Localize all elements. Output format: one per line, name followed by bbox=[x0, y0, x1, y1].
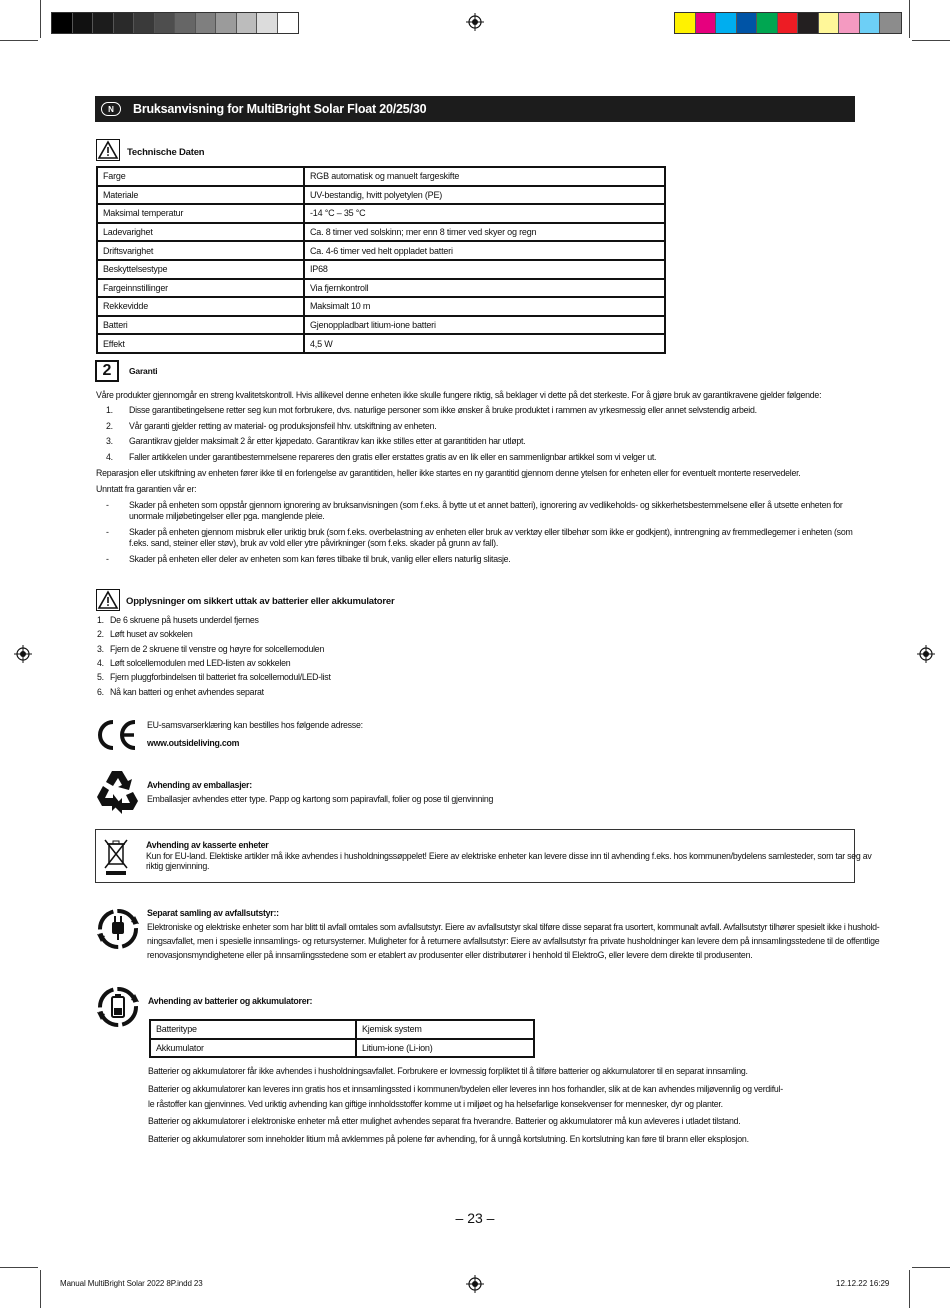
table-row bbox=[97, 316, 665, 335]
spec-value: IP68 bbox=[304, 260, 665, 279]
spec-label: Rekkevidde bbox=[97, 297, 304, 316]
crop-mark bbox=[40, 0, 41, 38]
batteries-paragraph-2a: Batterier og akkumulatorer kan leveres inn gratis hos et innsamlingssted i kommunen/bydelen eller leveres inn hos forhandler, slik at de kan avhendes miljøvennlig og verdiful- bbox=[148, 1084, 783, 1094]
list-item: Skader på enheten eller deler av enheten som kan føres tilbake til bruk, vanlig eller ellers naturlig slitasje. bbox=[129, 554, 511, 564]
color-swatch bbox=[93, 13, 114, 33]
color-swatch bbox=[819, 13, 840, 33]
color-swatch bbox=[737, 13, 758, 33]
list-item-continuation: unormale miljøbetingelser eller pga. manglende pleie. bbox=[129, 511, 325, 521]
list-item-continuation: f.eks. sand, steiner eller støv), bruk av vold eller ytre påvirkninger (som f.eks. skader på grunn av fall). bbox=[129, 538, 499, 548]
list-item: Faller artikkelen under garantibestemmelsene repareres den gratis eller erstattes gratis av en lik eller en sammenlignbar artikkel som vi velger ut. bbox=[129, 452, 657, 463]
color-swatch bbox=[257, 13, 278, 33]
spec-value: 4,5 W bbox=[304, 334, 665, 353]
color-swatch bbox=[134, 13, 155, 33]
list-number: 4. bbox=[106, 452, 113, 463]
plug-recycling-icon bbox=[95, 906, 141, 952]
spec-value: Ca. 4-6 timer ved helt oppladet batteri bbox=[304, 241, 665, 260]
color-swatch bbox=[798, 13, 819, 33]
manual-header-bar bbox=[95, 96, 855, 122]
battery-type-table bbox=[149, 1019, 535, 1058]
spec-value: Ca. 8 timer ved solskinn; mer enn 8 timer ved skyer og regn bbox=[304, 223, 665, 242]
table-row bbox=[97, 186, 665, 205]
warning-icon bbox=[96, 589, 120, 611]
spec-value: RGB automatisk og manuelt fargeskifte bbox=[304, 167, 665, 186]
table-row bbox=[97, 167, 665, 186]
color-swatch bbox=[175, 13, 196, 33]
step-text: Fjern pluggforbindelsen til batteriet fra solcellemodul/LED-list bbox=[110, 672, 331, 683]
crop-mark bbox=[909, 0, 910, 38]
process-color-bar bbox=[674, 12, 902, 34]
color-swatch bbox=[757, 13, 778, 33]
batteries-title: Avhending av batterier og akkumulatorer: bbox=[148, 996, 313, 1006]
crossed-bin-icon bbox=[103, 838, 129, 876]
list-number: 2. bbox=[106, 420, 113, 431]
separate-collection-line2: ningsavfallet, men i spesielle innsamlings- og retursystemer. Muligheter for å returnere avfallsutstyr: Eiere av avfallsutstyr fra private husholdninger kan levere dem på innsamlingsstedene til de offentlige bbox=[147, 936, 880, 946]
spec-label: Ladevarighet bbox=[97, 223, 304, 242]
step-number: 5. bbox=[97, 672, 104, 683]
battery-removal-title: Opplysninger om sikkert uttak av batterier eller akkumulatorer bbox=[126, 596, 395, 607]
table-row bbox=[97, 334, 665, 353]
technical-data-table bbox=[96, 166, 666, 354]
warranty-repair-text: Reparasjon eller utskiftning av enheten fører ikke til en forlengelse av garantitiden, heller ikke startes en ny garantitid gjennom denne ytelsen for enheten eller for eventuelt monterte reservedeler. bbox=[96, 468, 801, 478]
packaging-title: Avhending av emballasjer: bbox=[147, 780, 252, 790]
color-swatch bbox=[860, 13, 881, 33]
footer-file-name: Manual MultiBright Solar 2022 8P.indd 23 bbox=[60, 1279, 203, 1288]
step-number: 4. bbox=[97, 657, 104, 668]
list-item: Skader på enheten gjennom misbruk eller uriktig bruk (som f.eks. overbelastning av enheten eller bruk av verktøy eller tilbehør som ikke er godkjent), inntrengning av fremmedlegemer i enheten (som bbox=[129, 527, 853, 537]
list-number: 3. bbox=[106, 436, 113, 447]
spec-label: Maksimal temperatur bbox=[97, 204, 304, 223]
spec-value: Via fjernkontroll bbox=[304, 279, 665, 298]
manual-title: Bruksanvisning for MultiBright Solar Float 20/25/30 bbox=[133, 102, 427, 116]
recycling-icon bbox=[95, 768, 141, 814]
grayscale-color-bar bbox=[51, 12, 299, 34]
color-swatch bbox=[155, 13, 176, 33]
step-text: Løft solcellemodulen med LED-listen av sokkelen bbox=[110, 657, 291, 668]
list-item: Garantikrav gjelder maksimalt 2 år etter kjøpedato. Garantikrav kan ikke stilles etter at garantitiden har utløpt. bbox=[129, 436, 526, 447]
color-swatch bbox=[778, 13, 799, 33]
separate-collection-line3: renovasjonsmyndighetene eller på innsamlingsstedene som er etablert av produsenter eller distributører i henhold til ElektroG, eller levere dem direkte til produsenten. bbox=[147, 950, 753, 960]
spec-label: Fargeinnstillinger bbox=[97, 279, 304, 298]
list-number: 1. bbox=[106, 405, 113, 415]
spec-label: Effekt bbox=[97, 334, 304, 353]
list-dash: - bbox=[106, 500, 109, 510]
spec-value: Maksimalt 10 m bbox=[304, 297, 665, 316]
warranty-exceptions-title: Unntatt fra garantien vår er: bbox=[96, 484, 197, 494]
website-url: www.outsideliving.com bbox=[147, 738, 240, 748]
step-text: Nå kan batteri og enhet avhendes separat bbox=[110, 686, 264, 697]
spec-label: Farge bbox=[97, 167, 304, 186]
warranty-intro: Våre produkter gjennomgår en streng kvalitetskontroll. Hvis allikevel denne enheten ikke skulle fungere riktig, så beklager vi dette på det sterkeste. For å gjøre bruk av garantikravene gjelder følgende: bbox=[96, 390, 822, 400]
color-swatch bbox=[237, 13, 258, 33]
spec-label: Beskyttelsestype bbox=[97, 260, 304, 279]
step-number: 6. bbox=[97, 686, 104, 697]
crop-mark bbox=[912, 1267, 950, 1268]
packaging-text: Emballasjer avhendes etter type. Papp og kartong som papiravfall, folier og pose til gjenvinning bbox=[147, 794, 494, 804]
list-dash: - bbox=[106, 527, 109, 537]
crop-mark bbox=[40, 1270, 41, 1308]
battery-recycling-icon bbox=[95, 984, 141, 1030]
table-cell: Batteritype bbox=[150, 1020, 356, 1039]
table-cell: Litium-ione (Li-ion) bbox=[356, 1039, 534, 1058]
list-item: Skader på enheten som oppstår gjennom ignorering av bruksanvisningen (som f.eks. å bytte ut et annet batteri), ignorering av vedlikeholds- og sikkerhetsbestemmelsene eller å utsette enheten for bbox=[129, 500, 843, 510]
spec-value: Gjenoppladbart litium-ione batteri bbox=[304, 316, 665, 335]
registration-target-icon bbox=[466, 13, 484, 31]
separate-collection-title: Separat samling av avfallsutstyr:: bbox=[147, 908, 279, 918]
step-text: Fjern de 2 skruene til venstre og høyre for solcellemodulen bbox=[110, 643, 325, 654]
crop-mark bbox=[912, 40, 950, 41]
table-row bbox=[150, 1020, 534, 1039]
crop-mark bbox=[0, 40, 38, 41]
table-row bbox=[97, 241, 665, 260]
crop-mark bbox=[909, 1270, 910, 1308]
ce-declaration-text: EU-samsvarserklæring kan bestilles hos følgende adresse: bbox=[147, 720, 363, 730]
list-item: Disse garantibetingelsene retter seg kun mot forbrukere, dvs. naturlige personer som ikke ønsker å bruke produktet i rammen av yrkesmessig eller annet selvstendig arbeid. bbox=[129, 405, 757, 415]
step-number: 3. bbox=[97, 643, 104, 654]
color-swatch bbox=[216, 13, 237, 33]
page-number: – 23 – bbox=[455, 1210, 495, 1226]
crop-mark bbox=[0, 1267, 38, 1268]
table-row bbox=[97, 260, 665, 279]
list-dash: - bbox=[106, 554, 109, 564]
color-swatch bbox=[880, 13, 901, 33]
section-number-badge: 2 bbox=[95, 360, 119, 382]
table-row bbox=[97, 279, 665, 298]
table-cell: Akkumulator bbox=[150, 1039, 356, 1058]
color-swatch bbox=[675, 13, 696, 33]
color-swatch bbox=[278, 13, 299, 33]
registration-target-icon bbox=[917, 645, 935, 663]
color-swatch bbox=[696, 13, 717, 33]
color-swatch bbox=[196, 13, 217, 33]
weee-text-line2: riktig gjenvinning. bbox=[146, 861, 210, 871]
list-item: Vår garanti gjelder retting av material- og produksjonsfeil hhv. utskiftning av enheten. bbox=[129, 420, 437, 431]
color-swatch bbox=[73, 13, 94, 33]
weee-title: Avhending av kasserte enheter bbox=[146, 840, 269, 850]
batteries-paragraph-2b: le råstoffer kan gjenvinnes. Ved uriktig avhending kan giftige innholdsstoffer komme ut i miljøet og ha helsefarlige konsekvenser for mennesker, dyr og planter. bbox=[148, 1099, 723, 1109]
ce-mark-icon bbox=[95, 719, 139, 751]
footer-date: 12.12.22 16:29 bbox=[836, 1279, 890, 1288]
spec-label: Batteri bbox=[97, 316, 304, 335]
spec-value: -14 °C – 35 °C bbox=[304, 204, 665, 223]
step-text: Løft huset av sokkelen bbox=[110, 629, 193, 640]
step-text: De 6 skruene på husets underdel fjernes bbox=[110, 615, 259, 625]
technical-data-title: Technische Daten bbox=[127, 147, 205, 158]
table-cell: Kjemisk system bbox=[356, 1020, 534, 1039]
weee-text-line1: Kun for EU-land. Elektiske artikler må ikke avhendes i husholdningssøppelet! Eiere av elektriske enheter kan levere disse inn til avhending f.eks. hos kommunen/bydelens samlesteder, som tar seg av bbox=[146, 851, 872, 861]
batteries-paragraph-1: Batterier og akkumulatorer får ikke avhendes i husholdningsavfallet. Forbrukere er lovmessig forpliktet til å tilføre batterier og akkumulatorer til en separat innsamling. bbox=[148, 1066, 748, 1076]
registration-target-icon bbox=[14, 645, 32, 663]
step-number: 1. bbox=[97, 615, 104, 625]
color-swatch bbox=[114, 13, 135, 33]
color-swatch bbox=[52, 13, 73, 33]
warranty-title: Garanti bbox=[129, 366, 158, 376]
warning-icon bbox=[96, 139, 120, 161]
batteries-paragraph-4: Batterier og akkumulatorer som inneholder litium må avklemmes på polene før avhending, for å unngå kortslutning. En kortslutning kan føre til brann eller eksplosjon. bbox=[148, 1134, 749, 1144]
table-row bbox=[97, 223, 665, 242]
spec-label: Materiale bbox=[97, 186, 304, 205]
batteries-paragraph-3: Batterier og akkumulatorer i elektroniske enheter må etter mulighet avhendes separat fra hverandre. Batterier og akkumulatorer må kun avleveres i utladet tilstand. bbox=[148, 1116, 741, 1126]
separate-collection-line1: Elektroniske og elektriske enheter som har blitt til avfall omtales som avfallsutstyr. Eiere av avfallsutstyr skal tilføre disse separat fra usortert, kommunalt avfall. Avfallsutstyr tilhører spesielt ikke i hushold- bbox=[147, 922, 880, 932]
step-number: 2. bbox=[97, 629, 104, 640]
table-row bbox=[97, 297, 665, 316]
table-row bbox=[97, 204, 665, 223]
spec-value: UV-bestandig, hvitt polyetylen (PE) bbox=[304, 186, 665, 205]
color-swatch bbox=[716, 13, 737, 33]
spec-label: Driftsvarighet bbox=[97, 241, 304, 260]
table-row bbox=[150, 1039, 534, 1058]
registration-target-icon bbox=[466, 1275, 484, 1293]
language-badge: N bbox=[101, 102, 121, 116]
color-swatch bbox=[839, 13, 860, 33]
